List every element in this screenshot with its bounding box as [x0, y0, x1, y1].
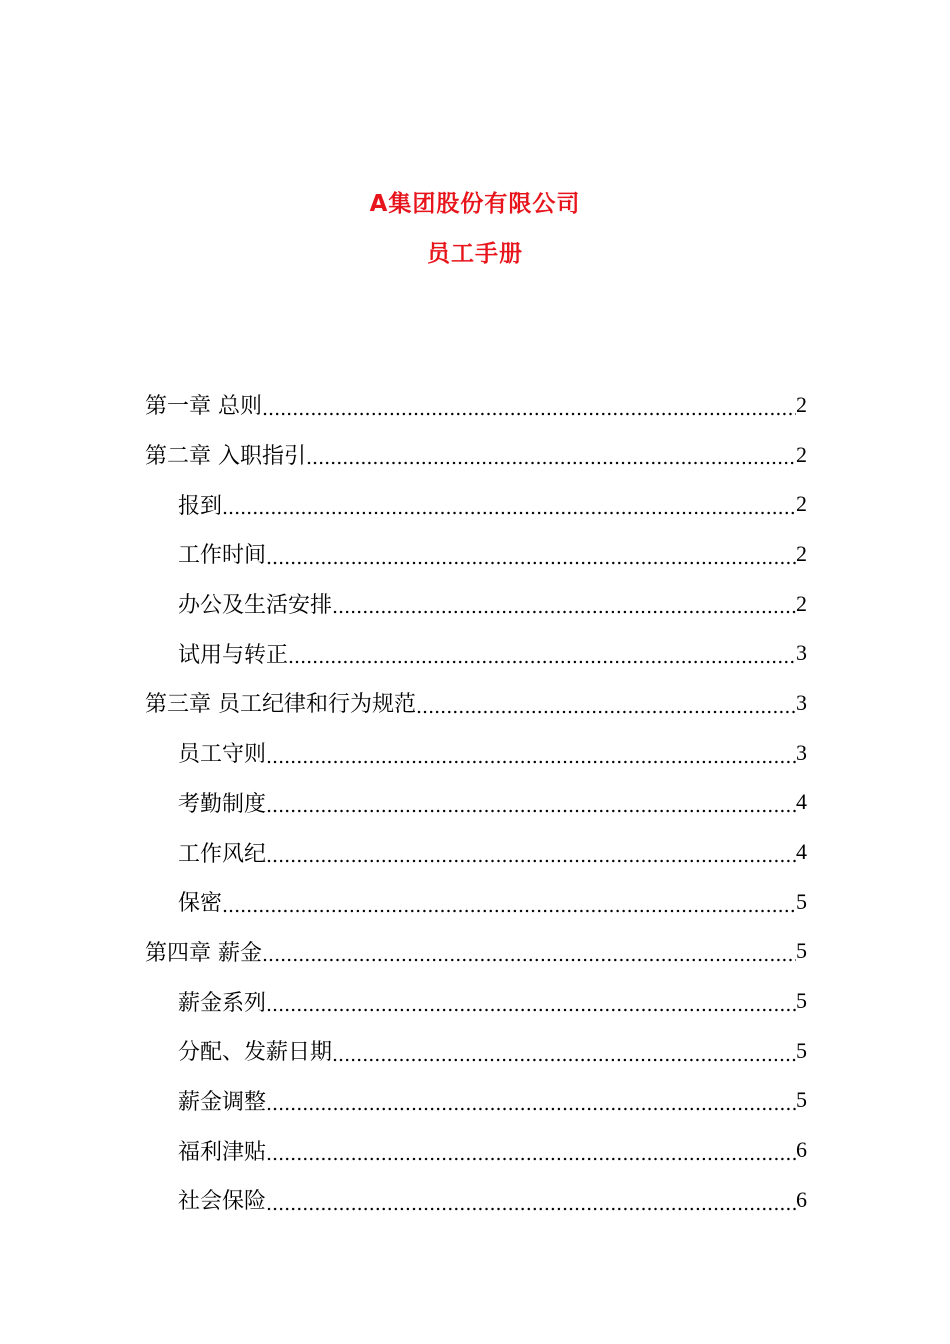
- toc-entry[interactable]: [145, 430, 807, 480]
- toc-entry[interactable]: [145, 1026, 807, 1076]
- toc-entry-page-number: 5: [796, 1087, 807, 1113]
- toc-dot-leader: [288, 648, 796, 667]
- toc-dot-leader: [266, 847, 796, 866]
- toc-entry-label: 试用与转正: [178, 642, 289, 668]
- toc-dot-leader: [266, 797, 796, 816]
- toc-entry-page-number: 4: [796, 839, 807, 865]
- toc-entry-page-number: 2: [796, 590, 807, 616]
- toc-entry-page-number: 6: [796, 1186, 807, 1212]
- toc-entry-label: 社会保险: [178, 1189, 267, 1215]
- toc-dot-leader: [266, 549, 796, 568]
- toc-entry[interactable]: [145, 1175, 807, 1225]
- toc-entry[interactable]: [145, 827, 807, 877]
- toc-entry-page-number: 4: [796, 789, 807, 815]
- toc-entry[interactable]: [145, 380, 807, 430]
- toc-entry-page-number: 6: [796, 1137, 807, 1163]
- toc-entry-page-number: 3: [796, 689, 807, 715]
- toc-dot-leader: [266, 996, 796, 1015]
- toc-entry-label: 第一章 总则: [145, 394, 262, 420]
- toc-dot-leader: [266, 1195, 796, 1214]
- toc-entry-label: 员工守则: [178, 742, 267, 768]
- toc-entry-label: 分配、发薪日期: [178, 1040, 333, 1066]
- toc-entry[interactable]: [145, 628, 807, 678]
- toc-entry-label: 工作风纪: [178, 841, 267, 867]
- toc-entry-label: 福利津贴: [178, 1139, 267, 1165]
- toc-entry[interactable]: [145, 1076, 807, 1126]
- toc-entry[interactable]: [145, 976, 807, 1026]
- toc-entry-label: 考勤制度: [178, 791, 267, 817]
- toc-entry-label: 薪金系列: [178, 990, 267, 1016]
- company-title: A集团股份有限公司: [369, 191, 581, 217]
- toc-dot-leader: [262, 946, 796, 965]
- toc-entry-label: 保密: [178, 891, 223, 917]
- toc-dot-leader: [332, 1046, 796, 1065]
- toc-entry-page-number: 3: [796, 640, 807, 666]
- toc-entry-page-number: 5: [796, 888, 807, 914]
- toc-entry-page-number: 2: [796, 491, 807, 517]
- handbook-title: 员工手册: [427, 241, 523, 267]
- toc-dot-leader: [266, 748, 796, 767]
- toc-dot-leader: [306, 449, 796, 468]
- toc-entry-label: 薪金调整: [178, 1089, 267, 1115]
- toc-entry-label: 报到: [178, 493, 223, 519]
- toc-entry[interactable]: [145, 579, 807, 629]
- toc-entry-label: 第三章 员工纪律和行为规范: [145, 692, 416, 718]
- toc-entry-page-number: 2: [796, 391, 807, 417]
- toc-entry[interactable]: [145, 778, 807, 828]
- toc-dot-leader: [262, 400, 796, 419]
- toc-entry-page-number: 3: [796, 739, 807, 765]
- toc-entry[interactable]: [145, 479, 807, 529]
- toc-entry[interactable]: [145, 678, 807, 728]
- toc-entry[interactable]: [145, 728, 807, 778]
- toc-entry[interactable]: [145, 529, 807, 579]
- toc-dot-leader: [266, 1095, 796, 1114]
- toc-entry-label: 办公及生活安排: [178, 593, 333, 619]
- toc-entry-page-number: 2: [796, 540, 807, 566]
- toc-entry-label: 工作时间: [178, 543, 267, 569]
- table-of-contents: [145, 380, 807, 1225]
- toc-dot-leader: [222, 897, 796, 916]
- toc-entry-page-number: 5: [796, 988, 807, 1014]
- toc-dot-leader: [416, 698, 796, 717]
- toc-dot-leader: [222, 499, 796, 518]
- toc-entry-page-number: 5: [796, 1037, 807, 1063]
- toc-entry[interactable]: [145, 877, 807, 927]
- toc-entry-page-number: 5: [796, 938, 807, 964]
- toc-entry[interactable]: [145, 927, 807, 977]
- toc-dot-leader: [266, 1145, 796, 1164]
- toc-entry[interactable]: [145, 1125, 807, 1175]
- toc-entry-label: 第四章 薪金: [145, 940, 262, 966]
- toc-dot-leader: [332, 598, 796, 617]
- toc-entry-page-number: 2: [796, 441, 807, 467]
- toc-entry-label: 第二章 入职指引: [145, 444, 306, 470]
